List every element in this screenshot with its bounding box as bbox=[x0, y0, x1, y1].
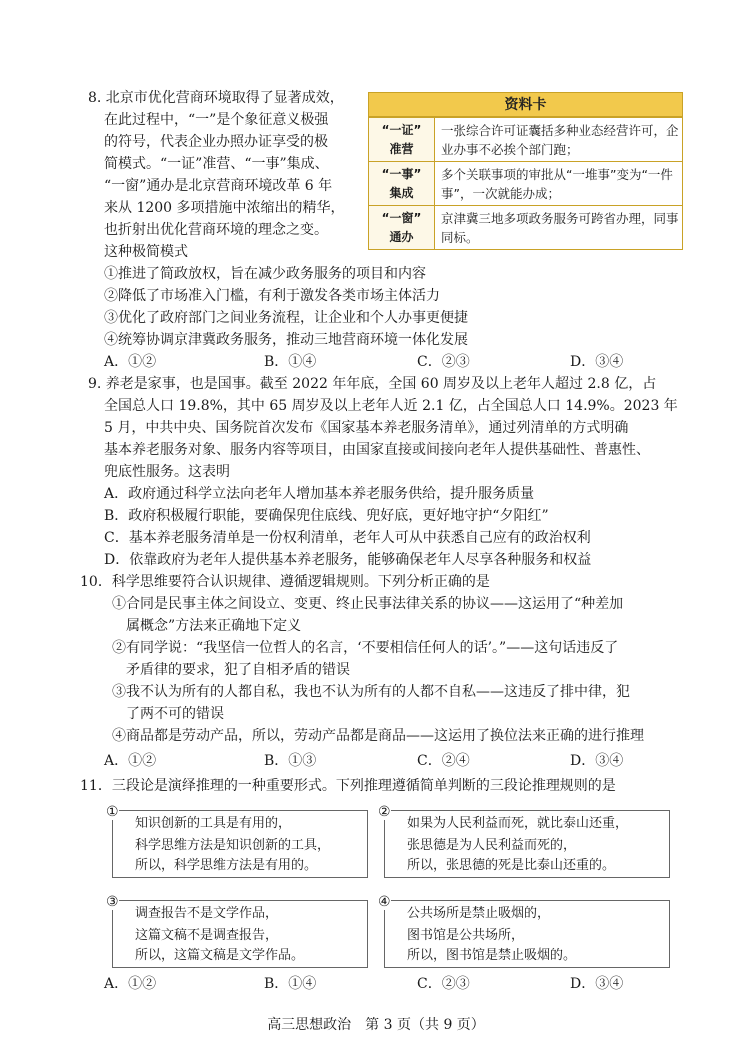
q10-choice-b: B．①③ bbox=[264, 753, 317, 769]
q9-option-b: B．政府积极履行职能，要确保兜住底线、兜好底，更好地守护“夕阳红” bbox=[104, 508, 549, 524]
row-label-line: “一事” bbox=[381, 167, 422, 181]
q8-line: 也折射出优化营商环境的理念之变。 bbox=[104, 222, 328, 238]
syllogism-line: 所以，张思德的死是比泰山还重的。 bbox=[407, 858, 616, 873]
syllogism-number: ② bbox=[378, 804, 391, 820]
syllogism-box bbox=[112, 900, 368, 968]
q10-choice-a: A．①② bbox=[104, 753, 157, 769]
syllogism-line: 张思德是为人民利益而死的， bbox=[407, 838, 577, 853]
syllogism-number: ③ bbox=[106, 894, 119, 910]
q10-line: ③我不认为所有的人都自私，我也不认为所有的人都不自私——这违反了排中律，犯 bbox=[112, 684, 630, 700]
info-card-title: 资料卡 bbox=[369, 93, 682, 117]
info-card-row bbox=[369, 205, 682, 249]
q10-line: ④商品都是劳动产品，所以，劳动产品都是商品——这运用了换位法来正确的进行推理 bbox=[112, 728, 644, 744]
q8-option: ①推进了简政放权，旨在减少政务服务的项目和内容 bbox=[104, 266, 426, 282]
q10-choice-d: D．③④ bbox=[570, 753, 624, 769]
q9-option-a: A．政府通过科学立法向老年人增加基本养老服务供给，提升服务质量 bbox=[104, 486, 535, 502]
q8-choice-d: D．③④ bbox=[570, 354, 624, 370]
q9-line: 9. 养老是家事，也是国事。截至 2022 年年底，全国 60 周岁及以上老年人超过 2.8 亿，占 bbox=[88, 376, 657, 392]
q8-line: 这种极简模式 bbox=[104, 244, 188, 260]
info-card-row bbox=[369, 161, 682, 205]
row-label-line: 准营 bbox=[389, 142, 414, 156]
q8-line: 来从 1200 多项措施中浓缩出的精华， bbox=[104, 200, 345, 216]
page-footer: 高三思想政治 第 3 页（共 9 页） bbox=[267, 1017, 485, 1033]
q9-line: 兜底性服务。这表明 bbox=[104, 464, 230, 480]
q11-choice-d: D．③④ bbox=[570, 976, 624, 992]
q9-option-c: C．基本养老服务清单是一份权利清单，老年人可从中获悉自己应有的政治权利 bbox=[104, 530, 591, 546]
info-card-row-text: 多个关联事项的审批从“一堆事”变为“一件事”，一次就能办成； bbox=[441, 167, 673, 201]
info-card-row-text: 一张综合许可证囊括多种业态经营许可，企业办事不必挨个部门跑； bbox=[441, 123, 679, 157]
info-card-row-label bbox=[369, 118, 435, 161]
syllogism-box bbox=[112, 810, 368, 878]
info-card bbox=[368, 92, 683, 250]
q11-choice-a: A．①② bbox=[104, 976, 157, 992]
q10-choice-c: C．②④ bbox=[417, 753, 470, 769]
q11-stem: 11．三段论是演绎推理的一种重要形式。下列推理遵循简单判断的三段论推理规则的是 bbox=[80, 778, 616, 794]
syllogism-line: 公共场所是禁止吸烟的， bbox=[407, 906, 551, 921]
q9-option-d: D．依靠政府为老年人提供基本养老服务，能够确保老年人尽享各种服务和权益 bbox=[104, 552, 592, 568]
syllogism-line: 如果为人民利益而死，就比泰山还重， bbox=[407, 816, 629, 831]
q8-choice-a: A．①② bbox=[104, 354, 157, 370]
row-label-line: “一窗” bbox=[381, 211, 422, 225]
q9-line: 5 月，中共中央、国务院首次发布《国家基本养老服务清单》，通过列清单的方式明确 bbox=[104, 420, 629, 436]
q8-choice-c: C．②③ bbox=[417, 354, 470, 370]
q8-line: 8. 北京市优化营商环境取得了显著成效， bbox=[88, 90, 344, 106]
q10-line: 了两不可的错误 bbox=[126, 706, 224, 722]
q8-option: ④统筹协调京津冀政务服务，推动三地营商环境一体化发展 bbox=[104, 332, 468, 348]
q10-line: 矛盾律的要求，犯了自相矛盾的错误 bbox=[126, 662, 350, 678]
q8-choice-b: B．①④ bbox=[264, 354, 317, 370]
syllogism-box bbox=[384, 810, 670, 878]
syllogism-line: 所以，图书馆是禁止吸烟的。 bbox=[407, 948, 577, 963]
syllogism-line: 科学思维方法是知识创新的工具， bbox=[135, 838, 331, 853]
info-card-row-text: 京津冀三地多项政务服务可跨省办理，同事同标。 bbox=[441, 211, 679, 245]
info-card-row bbox=[369, 117, 682, 161]
q8-line: 简模式。“一证”准营、“一事”集成、 bbox=[104, 156, 329, 172]
q11-choice-c: C．②③ bbox=[417, 976, 470, 992]
syllogism-line: 图书馆是公共场所， bbox=[407, 928, 525, 943]
syllogism-line: 知识创新的工具是有用的， bbox=[135, 816, 292, 831]
q10-line: ①合同是民事主体之间设立、变更、终止民事法律关系的协议——这运用了“种差加 bbox=[112, 596, 624, 612]
q8-option: ③优化了政府部门之间业务流程，让企业和个人办事更便捷 bbox=[104, 310, 468, 326]
q10-line: 属概念”方法来正确地下定义 bbox=[126, 618, 302, 634]
info-card-row-label bbox=[369, 162, 435, 205]
row-label-line: 集成 bbox=[389, 186, 414, 200]
row-label-line: 通办 bbox=[389, 230, 414, 244]
q10-line: 10．科学思维要符合认识规律、遵循逻辑规则。下列分析正确的是 bbox=[80, 574, 490, 590]
q8-line: “一窗”通办是北京营商环境改革 6 年 bbox=[104, 178, 333, 194]
q9-line: 基本养老服务对象、服务内容等项目，由国家直接或间接向老年人提供基础性、普惠性、 bbox=[104, 442, 650, 458]
q8-line: 的符号，代表企业办照办证享受的极 bbox=[104, 134, 328, 150]
syllogism-number: ① bbox=[106, 804, 119, 820]
syllogism-line: 所以，科学思维方法是有用的。 bbox=[135, 858, 318, 873]
q11-choice-b: B．①④ bbox=[264, 976, 317, 992]
row-label-line: “一证” bbox=[381, 123, 422, 137]
syllogism-box bbox=[384, 900, 670, 968]
syllogism-line: 这篇文稿不是调查报告， bbox=[135, 928, 279, 943]
syllogism-line: 所以，这篇文稿是文学作品。 bbox=[135, 948, 305, 963]
syllogism-number: ④ bbox=[378, 894, 391, 910]
q10-line: ②有同学说：“我坚信一位哲人的名言，‘不要相信任何人的话’。”——这句话违反了 bbox=[112, 640, 619, 656]
q8-option: ②降低了市场准入门槛，有利于激发各类市场主体活力 bbox=[104, 288, 440, 304]
info-card-row-label bbox=[369, 206, 435, 249]
q8-line: 在此过程中，“一”是个象征意义极强 bbox=[104, 112, 329, 128]
q9-line: 全国总人口 19.8%，其中 65 周岁及以上老年人近 2.1 亿，占全国总人口 14.9%。2023 年 bbox=[104, 398, 678, 414]
syllogism-line: 调查报告不是文学作品， bbox=[135, 906, 279, 921]
